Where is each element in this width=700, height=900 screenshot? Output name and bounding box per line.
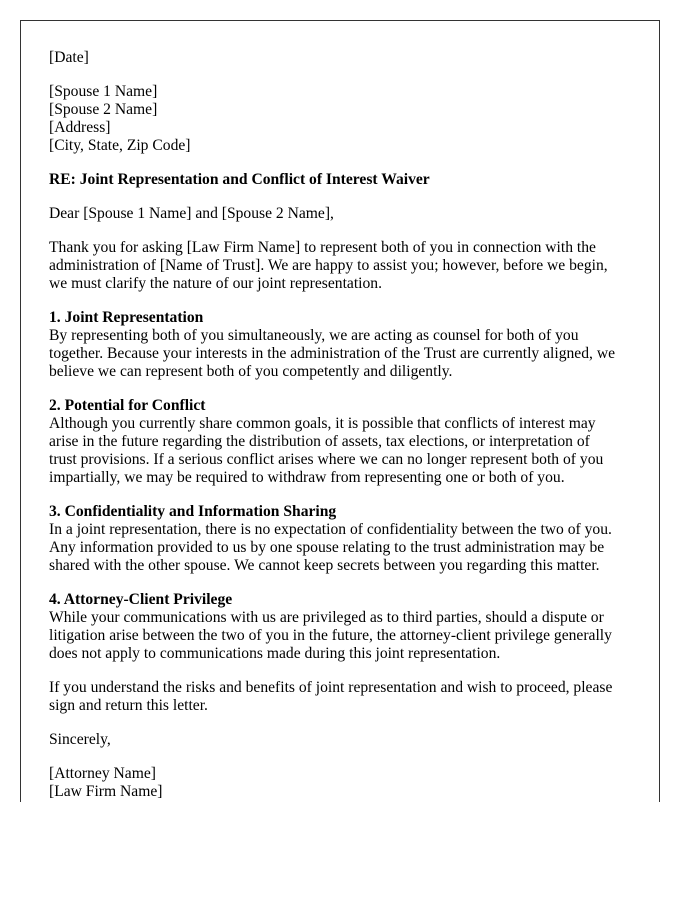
- section-line: In a joint representation, there is no expectation of confidentiality between the two of you.: [49, 521, 612, 538]
- closing-paragraph: [49, 679, 659, 715]
- signature-line: [Attorney Name]: [49, 765, 156, 782]
- intro-line: Thank you for asking [Law Firm Name] to represent both of you in connection with the: [49, 239, 596, 256]
- closing-text: Sincerely,: [49, 731, 111, 748]
- recipient-line: [Spouse 1 Name]: [49, 83, 158, 100]
- intro-line: we must clarify the nature of our joint representation.: [49, 275, 382, 292]
- section-heading: 4. Attorney-Client Privilege: [49, 591, 233, 608]
- salutation: [49, 205, 659, 223]
- section-line: does not apply to communications made during this joint representation.: [49, 645, 501, 662]
- closing: [49, 731, 659, 749]
- section-line: Any information provided to us by one spouse relating to the trust administration may be: [49, 539, 605, 556]
- recipient-line: [City, State, Zip Code]: [49, 137, 191, 154]
- section-line: impartially, we may be required to withdraw from representing one or both of you.: [49, 469, 565, 486]
- section-privilege: [49, 591, 659, 663]
- subject-text: RE: Joint Representation and Conflict of Interest Waiver: [49, 171, 430, 188]
- signature-line: [Law Firm Name]: [49, 783, 163, 800]
- section-line: believe we can represent both of you competently and diligently.: [49, 363, 453, 380]
- section-heading: 2. Potential for Conflict: [49, 397, 206, 414]
- section-line: litigation arise between the two of you in the future, the attorney-client privilege generally: [49, 627, 612, 644]
- recipient-address: [49, 83, 659, 155]
- letter-page: [20, 20, 660, 802]
- section-potential-conflict: [49, 397, 659, 487]
- section-line: shared with the other spouse. We cannot keep secrets between you regarding this matter.: [49, 557, 600, 574]
- section-line: together. Because your interests in the administration of the Trust are currently aligned, we: [49, 345, 615, 362]
- section-line: By representing both of you simultaneously, we are acting as counsel for both of you: [49, 327, 579, 344]
- section-line: trust provisions. If a serious conflict arises where we can no longer represent both of you: [49, 451, 604, 468]
- signature-block: [49, 765, 659, 801]
- section-confidentiality: [49, 503, 659, 575]
- section-joint-representation: [49, 309, 659, 381]
- date: [49, 49, 659, 67]
- date-text: [Date]: [49, 49, 89, 66]
- intro-paragraph: [49, 239, 659, 293]
- section-line: Although you currently share common goals, it is possible that conflicts of interest may: [49, 415, 596, 432]
- section-line: arise in the future regarding the distribution of assets, tax elections, or interpretation of: [49, 433, 590, 450]
- section-heading: 3. Confidentiality and Information Sharing: [49, 503, 337, 520]
- subject-line: [49, 171, 659, 189]
- closing-line: sign and return this letter.: [49, 697, 208, 714]
- salutation-text: Dear [Spouse 1 Name] and [Spouse 2 Name],: [49, 205, 334, 222]
- section-heading: 1. Joint Representation: [49, 309, 204, 326]
- closing-line: If you understand the risks and benefits of joint representation and wish to proceed, please: [49, 679, 613, 696]
- intro-line: administration of [Name of Trust]. We are happy to assist you; however, before we begin,: [49, 257, 608, 274]
- section-line: While your communications with us are privileged as to third parties, should a dispute or: [49, 609, 604, 626]
- recipient-line: [Spouse 2 Name]: [49, 101, 158, 118]
- recipient-line: [Address]: [49, 119, 111, 136]
